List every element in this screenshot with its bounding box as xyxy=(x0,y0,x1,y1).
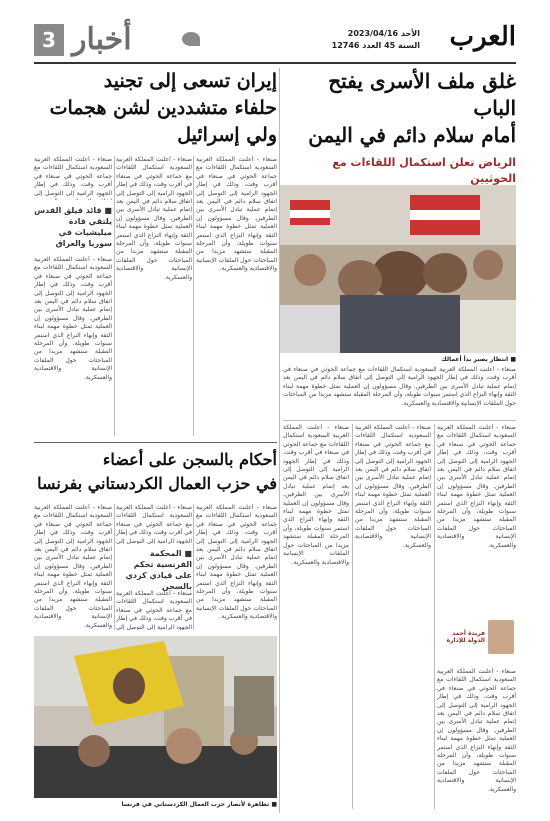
column-divider xyxy=(114,156,115,436)
yemen-prisoners-photo xyxy=(280,185,516,353)
right-headline-line-1: غلق ملف الأسرى يفتح الباب xyxy=(328,69,516,120)
column-divider xyxy=(352,424,353,809)
photo-illustration xyxy=(280,185,516,353)
left1-body-col-3: صنعاء - أعلنت المملكة العربية السعودية استكمال اللقاءات مع جماعة الحوثي في صنعاء في أقرب وقت، وذلك في إطار الجهود الرامية إلى التوصل إلى xyxy=(34,156,112,197)
left-story-2 xyxy=(34,448,277,496)
right-body-col-3: صنعاء - أعلنت المملكة العربية السعودية استكمال اللقاءات مع جماعة الحوثي في صنعاء في أقرب وقت، وذلك في إطار الجهود الرامية إلى التوصل إلى اتفاق سلام دائم في اليمن بعد إتمام عملية تبادل الأسرى بين الطرفين. وقال مسؤولون إن العملية تمثل خطوة مهمة لبناء الثقة وإنهاء النزاع الذي استمر سنوات طويلة، وأن المرحلة المقبلة ستشهد مزيدا من المباحثات حول الملفات الإنسانية والاقتصادية والعسكرية. xyxy=(355,424,431,549)
left-headline-line-2: حلفاء متشددين لشن هجمات xyxy=(49,97,277,119)
left2-headline-line-1: أحكام بالسجن على أعضاء xyxy=(102,450,277,469)
story-separator xyxy=(34,442,277,443)
right-body-col-1: صنعاء - أعلنت المملكة العربية السعودية استكمال اللقاءات مع جماعة الحوثي في صنعاء في أقرب وقت، وذلك في إطار الجهود الرامية إلى التوصل إلى اتفاق سلام دائم في اليمن بعد إتمام عملية تبادل الأسرى بين الطرفين. وقال مسؤولون إن العملية تمثل خطوة مهمة لبناء الثقة وإنهاء النزاع الذي استمر سنوات طويلة، وأن المرحلة المقبلة ستشهد مزيدا من المباحثات حول الملفات الإنسانية والاقتصادية والعسكرية. xyxy=(283,366,516,407)
issue-info xyxy=(332,28,420,52)
author-name: فريدة أحمد الدولة للإدارة xyxy=(446,630,485,644)
right-body-col-2: صنعاء - أعلنت المملكة العربية السعودية استكمال اللقاءات مع جماعة الحوثي في صنعاء في أقرب وقت، وذلك في إطار الجهود الرامية إلى التوصل إلى اتفاق سلام دائم في اليمن بعد إتمام عملية تبادل الأسرى بين الطرفين. وقال مسؤولون إن العملية تمثل خطوة مهمة لبناء الثقة وإنهاء النزاع الذي استمر سنوات طويلة، وأن المرحلة المقبلة ستشهد مزيدا من المباحثات حول الملفات الإنسانية والاقتصادية والعسكرية. xyxy=(437,424,516,549)
column-divider xyxy=(193,504,194,630)
left1-body-col-1: صنعاء - أعلنت المملكة العربية السعودية استكمال اللقاءات مع جماعة الحوثي في صنعاء في أقرب وقت، وذلك في إطار الجهود الرامية إلى التوصل إلى اتفاق سلام دائم في اليمن بعد إتمام عملية تبادل الأسرى بين الطرفين. وقال مسؤولون إن العملية تمثل خطوة مهمة لبناء الثقة وإنهاء النزاع الذي استمر سنوات طويلة، وأن المرحلة المقبلة ستشهد مزيدا من المباحثات حول الملفات الإنسانية والاقتصادية والعسكرية. xyxy=(196,156,277,273)
right-photo-caption: ■ انتظار بصبر بدأ أعمالك xyxy=(441,356,516,363)
left-story-1 xyxy=(34,68,277,149)
pkk-protest-photo xyxy=(34,636,277,798)
right-story xyxy=(283,68,516,203)
left1-body-col-2: صنعاء - أعلنت المملكة العربية السعودية استكمال اللقاءات مع جماعة الحوثي في صنعاء في أقرب وقت، وذلك في إطار الجهود الرامية إلى التوصل إلى اتفاق سلام دائم في اليمن بعد إتمام عملية تبادل الأسرى بين الطرفين. وقال مسؤولون إن العملية تمثل خطوة مهمة لبناء الثقة وإنهاء النزاع الذي استمر سنوات طويلة، وأن المرحلة المقبلة ستشهد مزيدا من المباحثات حول الملفات الإنسانية والاقتصادية والعسكرية. xyxy=(116,156,192,281)
left2-body-col-2: صنعاء - أعلنت المملكة العربية السعودية استكمال اللقاءات مع جماعة الحوثي في صنعاء في أقرب وقت، وذلك في إطار الجهود الرامية إلى التوصل إلى xyxy=(116,504,192,544)
right-body-col-5: صنعاء - أعلنت المملكة العربية السعودية استكمال اللقاءات مع جماعة الحوثي في صنعاء في أقرب وقت، وذلك في إطار الجهود الرامية إلى التوصل إلى اتفاق سلام دائم في اليمن بعد إتمام عملية تبادل الأسرى بين الطرفين. وقال مسؤولون إن العملية تمثل خطوة مهمة لبناء الثقة وإنهاء النزاع الذي استمر سنوات طويلة، وأن المرحلة المقبلة ستشهد مزيدا من المباحثات حول الملفات الإنسانية والاقتصادية والعسكرية. xyxy=(437,668,516,793)
right-headline-line-2: أمام سلام دائم في اليمن xyxy=(308,123,516,147)
left1-body-col-4: صنعاء - أعلنت المملكة العربية السعودية استكمال اللقاءات مع جماعة الحوثي في صنعاء في أقرب وقت، وذلك في إطار الجهود الرامية إلى التوصل إلى اتفاق سلام دائم في اليمن بعد إتمام عملية تبادل الأسرى بين الطرفين. وقال مسؤولون إن العملية تمثل خطوة مهمة لبناء الثقة وإنهاء النزاع الذي استمر سنوات طويلة، وأن المرحلة المقبلة ستشهد مزيدا من المباحثات حول الملفات الإنسانية والاقتصادية والعسكرية. xyxy=(34,256,112,381)
speech-bubble-icon xyxy=(182,32,200,46)
left2-body-col-4: صنعاء - أعلنت المملكة العربية السعودية استكمال اللقاءات مع جماعة الحوثي في صنعاء في أقرب وقت، وذلك في إطار الجهود الرامية إلى التوصل إلى اتفاق سلام دائم في اليمن بعد إتمام عملية تبادل الأسرى بين الطرفين. وقال مسؤولون إن العملية تمثل خطوة مهمة لبناء الثقة وإنهاء النزاع الذي استمر سنوات طويلة، وأن المرحلة المقبلة ستشهد مزيدا من المباحثات حول الملفات الإنسانية والاقتصادية والعسكرية. xyxy=(34,504,112,629)
left-headline-line-1: إيران تسعى إلى تجنيد xyxy=(103,70,277,92)
author-avatar xyxy=(488,620,514,654)
right-body-col-4: صنعاء - أعلنت المملكة العربية السعودية استكمال اللقاءات مع جماعة الحوثي في صنعاء في أقرب وقت، وذلك في إطار الجهود الرامية إلى التوصل إلى اتفاق سلام دائم في اليمن بعد إتمام عملية تبادل الأسرى بين الطرفين. وقال مسؤولون إن العملية تمثل خطوة مهمة لبناء الثقة وإنهاء النزاع الذي استمر سنوات طويلة، وأن المرحلة المقبلة ستشهد مزيدا من المباحثات حول الملفات الإنسانية والاقتصادية والعسكرية. xyxy=(283,424,349,566)
column-divider xyxy=(279,68,280,813)
masthead-rule xyxy=(34,62,516,64)
left2-pull-quote: ■ المحكمة الفرنسية تحكم على قيادي كردي بالسجن xyxy=(125,549,192,591)
left-headline-line-3: ولي إسرائيل xyxy=(177,124,277,146)
left2-body-col-1: صنعاء - أعلنت المملكة العربية السعودية استكمال اللقاءات مع جماعة الحوثي في صنعاء في أقرب وقت، وذلك في إطار الجهود الرامية إلى التوصل إلى اتفاق سلام دائم في اليمن بعد إتمام عملية تبادل الأسرى بين الطرفين. وقال مسؤولون إن العملية تمثل خطوة مهمة لبناء الثقة وإنهاء النزاع الذي استمر سنوات طويلة، وأن المرحلة المقبلة ستشهد مزيدا من المباحثات حول الملفات الإنسانية والاقتصادية والعسكرية. xyxy=(196,504,277,621)
page-number: 3 xyxy=(34,24,64,56)
issue-number: السنة 45 العدد 12746 xyxy=(331,41,420,50)
protest-illustration xyxy=(34,636,277,798)
masthead xyxy=(34,22,516,64)
issue-date: الأحد 2023/04/16 xyxy=(347,29,420,38)
left2-body-col-3: صنعاء - أعلنت المملكة العربية السعودية استكمال اللقاءات مع جماعة الحوثي في صنعاء في أقرب وقت، وذلك في إطار الجهود الرامية إلى التوصل إلى xyxy=(116,590,192,630)
newspaper-logo: العرب xyxy=(449,22,516,52)
right-subhead-line-1: الرياض تعلن استكمال اللقاءات مع الحوثيين xyxy=(332,156,516,185)
left-photo-caption: ■ تظاهرة لأنصار حزب العمال الكردستاني في فرنسا xyxy=(121,801,277,808)
column-divider xyxy=(434,424,435,809)
section-title: أخبار xyxy=(72,22,132,57)
column-divider xyxy=(114,504,115,630)
left1-pull-quote: ■ قائد فيلق القدس يلتقي قادة ميليشيات في سوريا والعراق xyxy=(34,206,112,248)
right-divider xyxy=(283,420,516,421)
left2-headline-line-2: في حزب العمال الكردستاني بفرنسا xyxy=(37,474,277,493)
column-divider xyxy=(193,156,194,436)
